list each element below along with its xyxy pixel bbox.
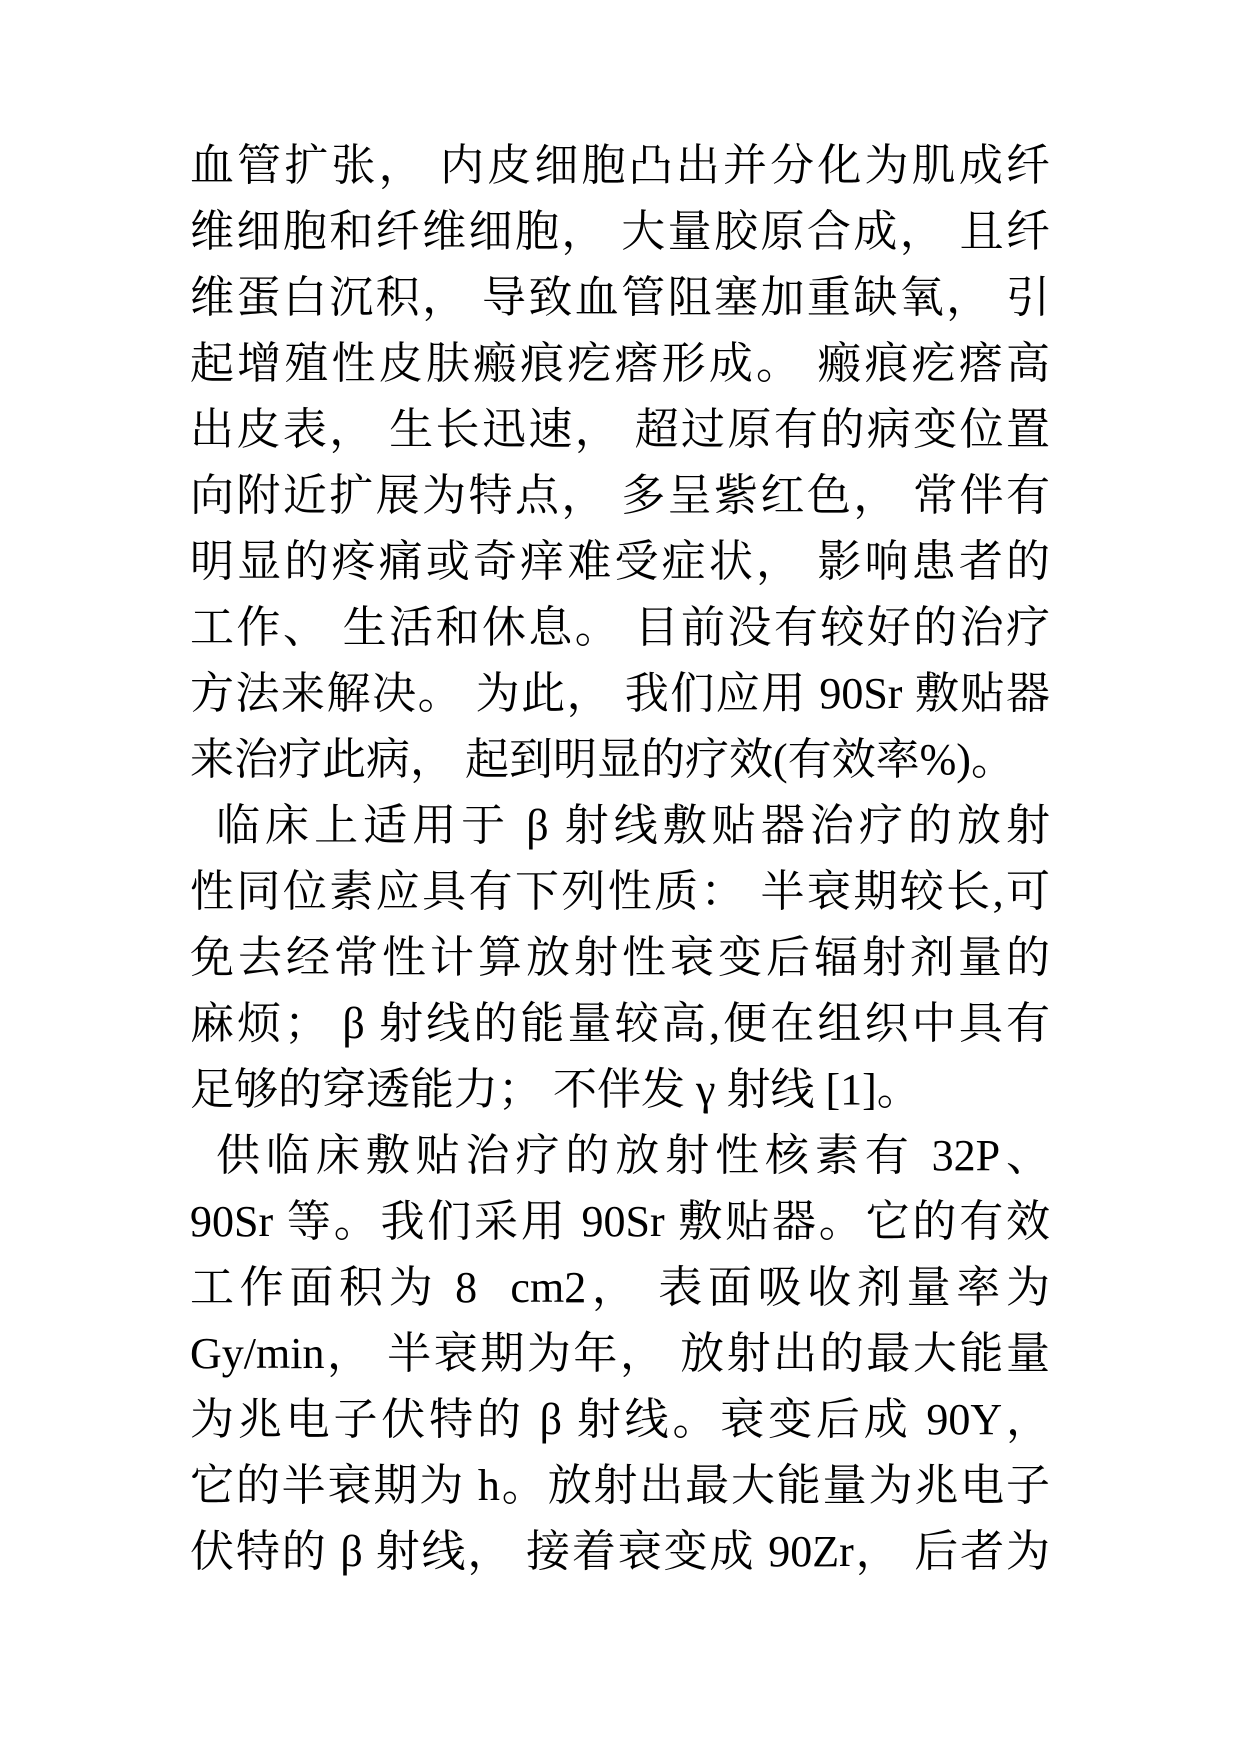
text-line: 90Sr 等。我们采用 90Sr 敷贴器。它的有效 [190,1197,1050,1246]
paragraph [190,133,1050,793]
paragraph [190,1123,1050,1585]
text-line: Gy/min， 半衰期为年， 放射出的最大能量 [190,1329,1050,1378]
text-line: 为兆电子伏特的 β 射线。衰变后成 90Y， [190,1395,1050,1444]
text-line: 伏特的 β 射线， 接着衰变成 90Zr， 后者为 [190,1527,1050,1576]
text-line: 维细胞和纤维细胞， 大量胶原合成， 且纤 [190,207,1050,256]
text-line: 向附近扩展为特点， 多呈紫红色， 常伴有 [190,471,1050,520]
text-line: 工作面积为 8 cm2， 表面吸收剂量率为 [190,1263,1050,1312]
text-line: 免去经常性计算放射性衰变后辐射剂量的 [190,933,1050,982]
text-line: 出皮表， 生长迅速， 超过原有的病变位置 [190,405,1050,454]
text-line: 来治疗此病， 起到明显的疗效(有效率%)。 [190,735,1015,784]
text-line: 麻烦； β 射线的能量较高,便在组织中具有 [190,999,1050,1048]
text-line: 明显的疼痛或奇痒难受症状， 影响患者的 [190,537,1050,586]
text-line: 血管扩张， 内皮细胞凸出并分化为肌成纤 [190,141,1050,190]
text-line: 足够的穿透能力； 不伴发 γ 射线 [1]。 [190,1065,921,1114]
text-line: 维蛋白沉积， 导致血管阻塞加重缺氧， 引 [190,273,1050,322]
text-line: 性同位素应具有下列性质： 半衰期较长,可 [190,867,1050,916]
text-body [190,133,1050,1585]
text-line: 它的半衰期为 h。放射出最大能量为兆电子 [190,1461,1050,1510]
text-line: 方法来解决。 为此， 我们应用 90Sr 敷贴器 [190,669,1050,718]
text-line: 供临床敷贴治疗的放射性核素有 32P、 [216,1131,1050,1180]
text-line: 临床上适用于 β 射线敷贴器治疗的放射 [216,801,1050,850]
text-line: 工作、 生活和休息。 目前没有较好的治疗 [190,603,1050,652]
text-line: 起增殖性皮肤瘢痕疙瘩形成。 瘢痕疙瘩高 [190,339,1050,388]
paragraph [190,793,1050,1123]
